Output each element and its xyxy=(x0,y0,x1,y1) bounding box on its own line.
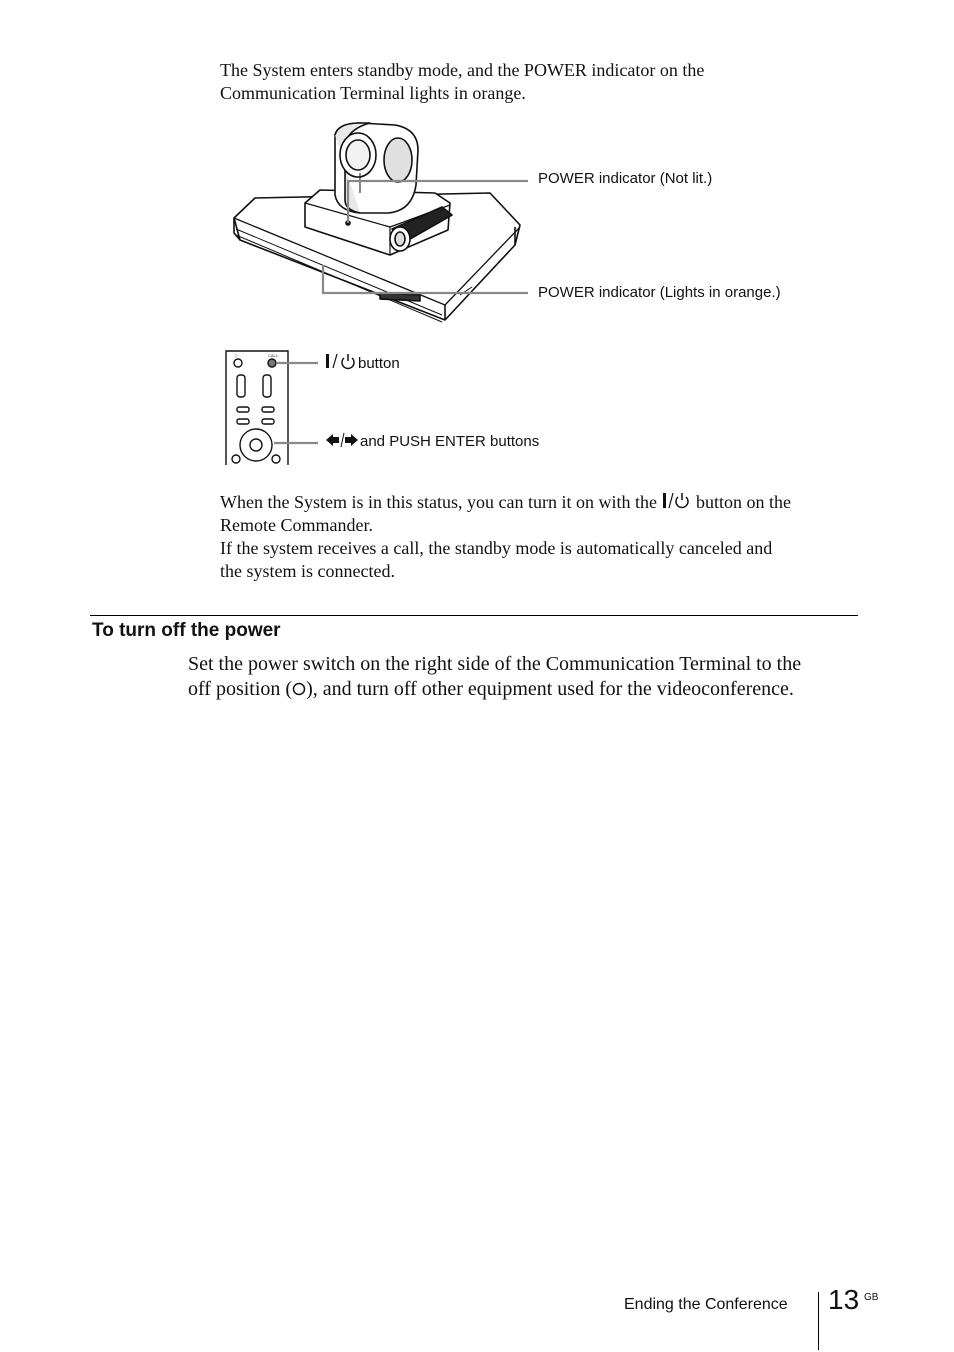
intro-line: The System enters standby mode, and the POWER indicator on the xyxy=(220,60,705,80)
status-line: the system is connected. xyxy=(220,561,395,581)
power-symbol-icon xyxy=(661,492,691,510)
page-suffix: GB xyxy=(864,1292,879,1303)
callout-power-button xyxy=(324,352,400,372)
status-line: If the system receives a call, the standby mode is automatically canceled and xyxy=(220,538,773,558)
intro-paragraph xyxy=(220,59,704,105)
section-divider xyxy=(90,615,858,616)
callout-arrow-buttons xyxy=(324,432,539,450)
footer-divider xyxy=(818,1292,819,1350)
remote-label: Ⓘ xyxy=(234,353,238,358)
off-circle-icon xyxy=(292,681,306,697)
footer-section-label: Ending the Conference xyxy=(624,1296,788,1313)
status-line: When the System is in this status, you can turn it on with the xyxy=(220,492,657,512)
status-line: button on the xyxy=(695,492,791,512)
status-paragraph xyxy=(220,491,791,583)
section-body xyxy=(188,652,801,702)
callout-power-orange: POWER indicator (Lights in orange.) xyxy=(538,284,781,301)
callout-power-not-lit: POWER indicator (Not lit.) xyxy=(538,170,713,187)
page-number: 13 xyxy=(828,1284,860,1315)
callout-label: button xyxy=(358,355,400,372)
intro-line: Communication Terminal lights in orange. xyxy=(220,83,526,103)
callout-label: and PUSH ENTER buttons xyxy=(360,433,540,450)
section-line: ), and turn off other equipment used for the videoconference. xyxy=(306,678,794,700)
remote-label: CALL xyxy=(268,353,279,358)
left-right-arrow-icon xyxy=(324,432,360,448)
section-line: Set the power switch on the right side of the Communication Terminal to the xyxy=(188,653,802,675)
remote-commander xyxy=(226,351,288,465)
section-heading: To turn off the power xyxy=(92,620,281,641)
power-symbol-icon xyxy=(324,352,358,370)
status-line: Remote Commander. xyxy=(220,515,373,535)
section-line: off position ( xyxy=(188,678,293,700)
